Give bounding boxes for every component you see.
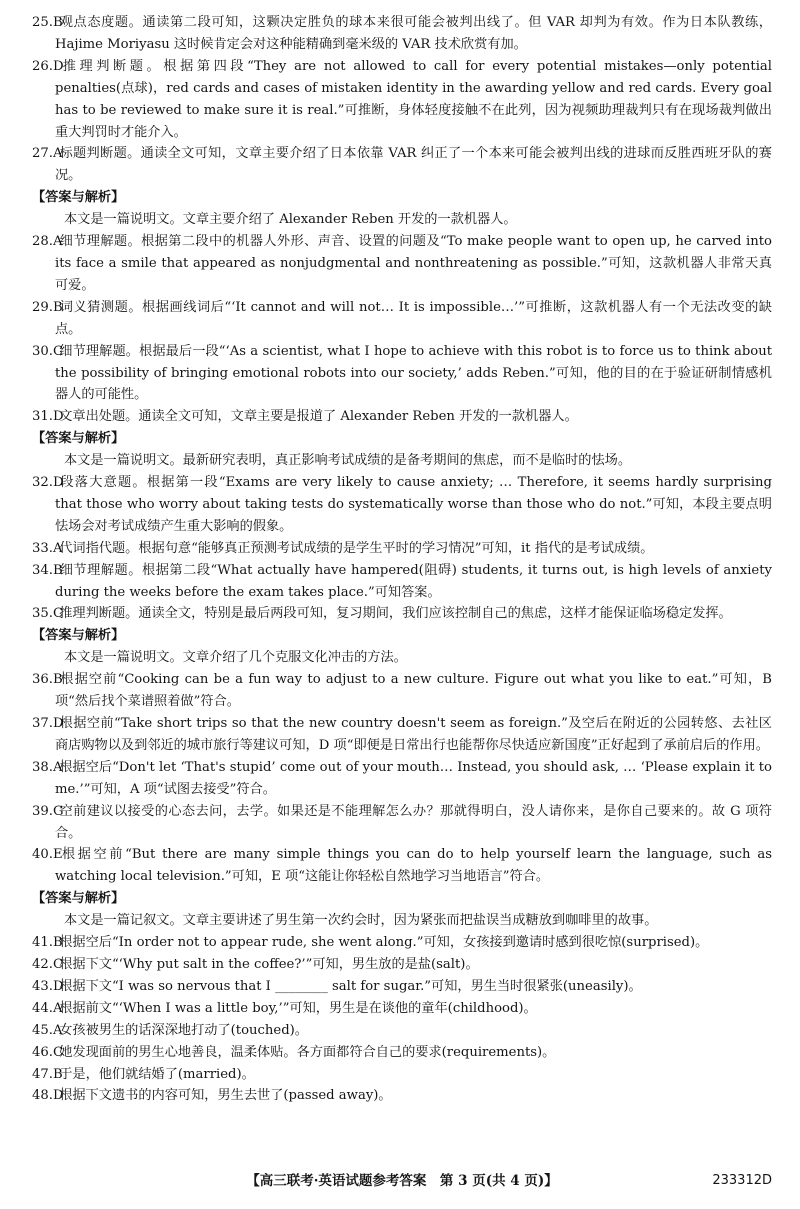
passage-summary: 本文是一篇说明文。文章主要介绍了 Alexander Reben 开发的一款机器人。	[64, 212, 517, 228]
passage-summary: 本文是一篇说明文。最新研究表明，真正影响考试成绩的是备考期间的焦虑，而不是临时的怯场。	[64, 453, 632, 469]
answer-item	[32, 231, 772, 297]
answer-item	[32, 757, 772, 801]
answer-number: 44.A	[32, 1000, 63, 1016]
answer-number: 33.A	[32, 540, 63, 556]
answer-item	[32, 341, 772, 407]
answer-number: 48.D	[32, 1088, 64, 1104]
answer-explanation: 根据空前“But there are many simple things you can do to help yourself learn the language, such as watching local television.”可知，E 项“这能让你轻松自然地学习当地语言”符合。	[55, 847, 772, 885]
answer-item	[32, 1085, 772, 1107]
answer-item	[32, 12, 772, 56]
answer-item	[32, 560, 772, 604]
answer-explanation: 根据空后“In order not to appear rude, she went along.”可知，女孩接到邀请时感到很吃惊(surprised)。	[55, 935, 709, 951]
answer-item	[32, 406, 772, 428]
answer-number: 38.A	[32, 759, 63, 775]
answer-number: 39.G	[32, 803, 64, 819]
answer-number: 45.A	[32, 1022, 63, 1038]
answer-item	[32, 954, 772, 976]
answer-explanation: 代词指代题。根据句意“能够真正预测考试成绩的是学生平时的学习情况”可知，it 指代的是考试成绩。	[55, 540, 654, 556]
answer-item	[32, 1042, 772, 1064]
answer-explanation: 段落大意题。根据第一段“Exams are very likely to cause anxiety; … Therefore, it seems hardly surprising that those who worry about taking tests do systematically worse than those who do not.”可知，本段主要点明怯场会对考试成绩产生重大影响的假象。	[55, 475, 772, 534]
answer-item	[32, 976, 772, 998]
answer-explanation: 推理判断题。通读全文，特别是最后两段可知，复习期间，我们应该控制自己的焦虑，这样才能保证临场稳定发挥。	[55, 606, 732, 622]
answer-explanation: 文章出处题。通读全文可知，文章主要是报道了 Alexander Reben 开发的一款机器人。	[55, 409, 578, 425]
answer-explanation: 细节理解题。根据第二段“What actually have hampered(阻碍) students, it turns out, is high levels of anxiety during the weeks before the exam takes place.”可知答案。	[55, 562, 772, 600]
answer-item	[32, 1020, 772, 1042]
footer-page-info: 【高三联考·英语试题参考答案 第 3 页(共 4 页)】	[246, 1173, 558, 1189]
answer-explanation: 她发现面前的男生心地善良，温柔体贴。各方面都符合自己的要求(requirements)。	[55, 1044, 556, 1060]
passage-summary: 本文是一篇说明文。文章介绍了几个克服文化冲击的方法。	[64, 650, 407, 666]
answer-item	[32, 1064, 772, 1086]
answer-number: 40.E	[32, 847, 63, 863]
answer-explanation: 根据前文“‘When I was a little boy,’”可知，男生是在谈他的童年(childhood)。	[55, 1000, 537, 1016]
answer-explanation: 根据空前“Cooking can be a fun way to adjust to a new culture. Figure out what you like to eat.”可知，B 项“然后找个菜谱照着做”符合。	[55, 672, 772, 710]
answer-explanation: 词义猜测题。根据画线词后“‘It cannot and will not… It is impossible…’”可推断，这款机器人有一个无法改变的缺点。	[55, 299, 772, 337]
answer-explanation: 细节理解题。根据第二段中的机器人外形、声音、设置的问题及“To make people want to open up, he carved into its face a smile that appeared as nonjudgmental and nonthreatening as possible.”可知，这款机器人非常天真可爱。	[55, 234, 772, 293]
answer-explanation: 细节理解题。根据最后一段“‘As a scientist, what I hope to achieve with this robot is to force us to think about the possibility of bringing emotional robots into our society,’ adds Reben.”可知，他的目的在于验证研制情感机器人的可能性。	[55, 343, 772, 403]
answer-explanation: 根据下文“I was so nervous that I ________ salt for sugar.”可知，男生当时很紧张(uneasily)。	[55, 978, 642, 994]
answer-item	[32, 998, 772, 1020]
answer-item	[32, 801, 772, 845]
answer-explanation: 观点态度题。通读第二段可知，这颗决定胜负的球本来很可能会被判出线了。但 VAR 却判为有效。作为日本队教练，Hajime Moriyasu 这时候肯定会对这种能精确到毫米级的 VAR 技术欣赏有加。	[55, 15, 772, 52]
answer-item	[32, 669, 772, 713]
answer-item	[32, 538, 772, 560]
answer-number: 32.D	[32, 475, 64, 491]
section-heading: 【答案与解析】	[32, 628, 125, 644]
answer-explanation: 于是，他们就结婚了(married)。	[55, 1066, 255, 1082]
answer-number: 37.D	[32, 716, 64, 731]
answer-explanation: 空前建议以接受的心态去问，去学。如果还是不能理解怎么办？那就得明白，没人请你来，是你自己要来的。故 G 项符合。	[55, 803, 772, 841]
answer-explanation: 根据空后“Don't let ‘That's stupid’ come out of your mouth… Instead, you should ask, … ‘Please explain it to me.’”可知，A 项“试图去接受”符合。	[55, 759, 772, 797]
answer-item	[32, 297, 772, 341]
page-footer	[32, 1170, 772, 1192]
answer-number: 34.B	[32, 562, 63, 578]
answer-item	[32, 56, 772, 144]
section-heading: 【答案与解析】	[32, 891, 125, 907]
answer-number: 29.B	[32, 299, 63, 315]
answer-item	[32, 713, 772, 757]
answer-item	[32, 603, 772, 625]
answer-number: 35.C	[32, 606, 64, 622]
section-heading: 【答案与解析】	[32, 190, 125, 206]
answer-number: 42.C	[32, 956, 64, 972]
answer-explanation: 标题判断题。通读全文可知，文章主要介绍了日本依靠 VAR 纠正了一个本来可能会被判出线的进球而反胜西班牙队的赛况。	[55, 146, 772, 184]
answer-number: 31.D	[32, 409, 64, 425]
answer-number: 28.A	[32, 234, 63, 250]
answer-number: 41.B	[32, 935, 63, 951]
answer-item	[32, 932, 772, 954]
answer-number: 46.C	[32, 1044, 64, 1060]
answer-number: 27.A	[32, 146, 63, 162]
answer-item	[32, 143, 772, 187]
answer-number: 26.D	[32, 58, 64, 74]
answer-sheet	[32, 12, 772, 1107]
answer-explanation: 女孩被男生的话深深地打动了(touched)。	[55, 1022, 308, 1038]
answer-item	[32, 472, 772, 538]
answer-item	[32, 844, 772, 888]
answer-explanation: 推理判断题。根据第四段“They are not allowed to call for every potential mistakes—only potential penalties(点球)，red cards and cases of mistaken identity in the awarding yellow and red cards. Every goal has to be reviewed to make sure it is real.”可推断，身体轻度接触不在此列，因为视频助理裁判只有在现场裁判做出重大判罚时才能介入。	[55, 58, 772, 140]
footer-exam-code: 233312D	[712, 1173, 772, 1188]
answer-number: 36.B	[32, 672, 63, 688]
passage-summary: 本文是一篇记叙文。文章主要讲述了男生第一次约会时，因为紧张而把盐误当成糖放到咖啡里的故事。	[64, 913, 658, 929]
section-heading: 【答案与解析】	[32, 431, 125, 447]
answer-explanation: 根据空前“Take short trips so that the new country doesn't seem as foreign.”及空后在附近的公园转悠、去社区商店购物以及到邻近的城市旅行等建议可知，D 项“即便是日常出行也能帮你尽快适应新国度”正好起到了承前启后的作用。	[55, 716, 772, 753]
answer-number: 30.C	[32, 343, 64, 359]
answer-explanation: 根据下文“‘Why put salt in the coffee?’”可知，男生放的是盐(salt)。	[55, 956, 479, 972]
answer-number: 47.B	[32, 1066, 63, 1082]
answer-explanation: 根据下文遗书的内容可知，男生去世了(passed away)。	[55, 1088, 392, 1104]
answer-number: 43.D	[32, 978, 64, 994]
answer-number: 25.B	[32, 15, 63, 30]
